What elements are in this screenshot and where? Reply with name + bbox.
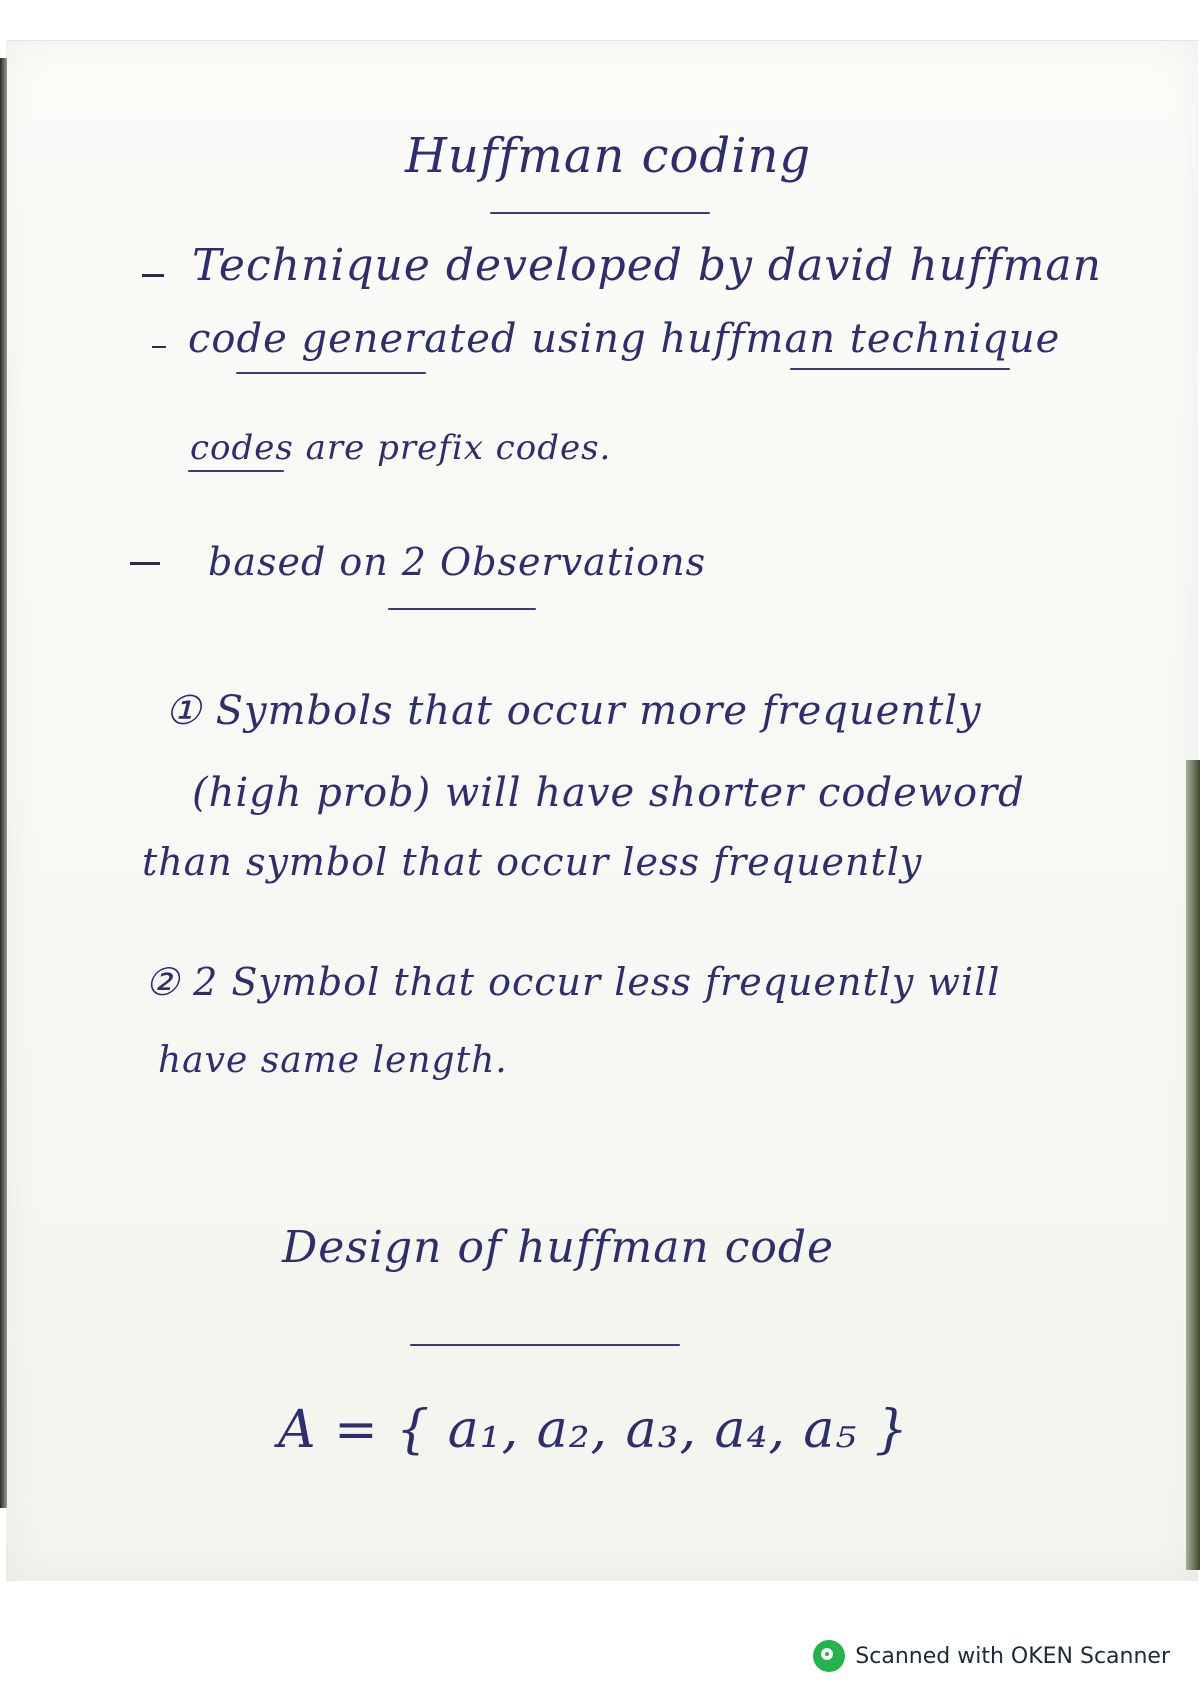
- note-line-3: codes are prefix codes.: [190, 428, 612, 468]
- note-line-1: Technique developed by david huffman: [192, 240, 1102, 291]
- bullet-dash: [130, 562, 160, 565]
- note-line-5: ① Symbols that occur more frequently: [165, 688, 982, 734]
- note-line-8: ② 2 Symbol that occur less frequently will: [145, 960, 1001, 1004]
- oken-logo-icon: [813, 1640, 845, 1672]
- note-line-9: have same length.: [158, 1040, 508, 1081]
- underline-codes: [188, 470, 284, 472]
- page-edge-right: [1186, 760, 1200, 1570]
- title-underline: [490, 212, 710, 214]
- scanner-watermark: [813, 1640, 1170, 1672]
- underline-design: [410, 1344, 680, 1346]
- note-line-10: Design of huffman code: [282, 1222, 835, 1273]
- underline-based-on: [388, 608, 536, 610]
- note-line-11: A = { a₁, a₂, a₃, a₄, a₅ }: [278, 1400, 909, 1460]
- underline-generated: [236, 372, 426, 374]
- underline-technique: [790, 368, 1010, 370]
- note-line-7: than symbol that occur less frequently: [142, 840, 923, 884]
- page-edge-left: [0, 58, 7, 1508]
- note-title: Huffman coding: [405, 128, 812, 184]
- bullet-dash: [152, 346, 166, 348]
- note-line-4: based on 2 Observations: [208, 540, 707, 584]
- bullet-dash: [142, 274, 164, 277]
- watermark-text: Scanned with OKEN Scanner: [855, 1643, 1170, 1669]
- note-line-2: code generated using huffman technique: [188, 316, 1061, 362]
- note-line-6: (high prob) will have shorter codeword: [192, 770, 1025, 816]
